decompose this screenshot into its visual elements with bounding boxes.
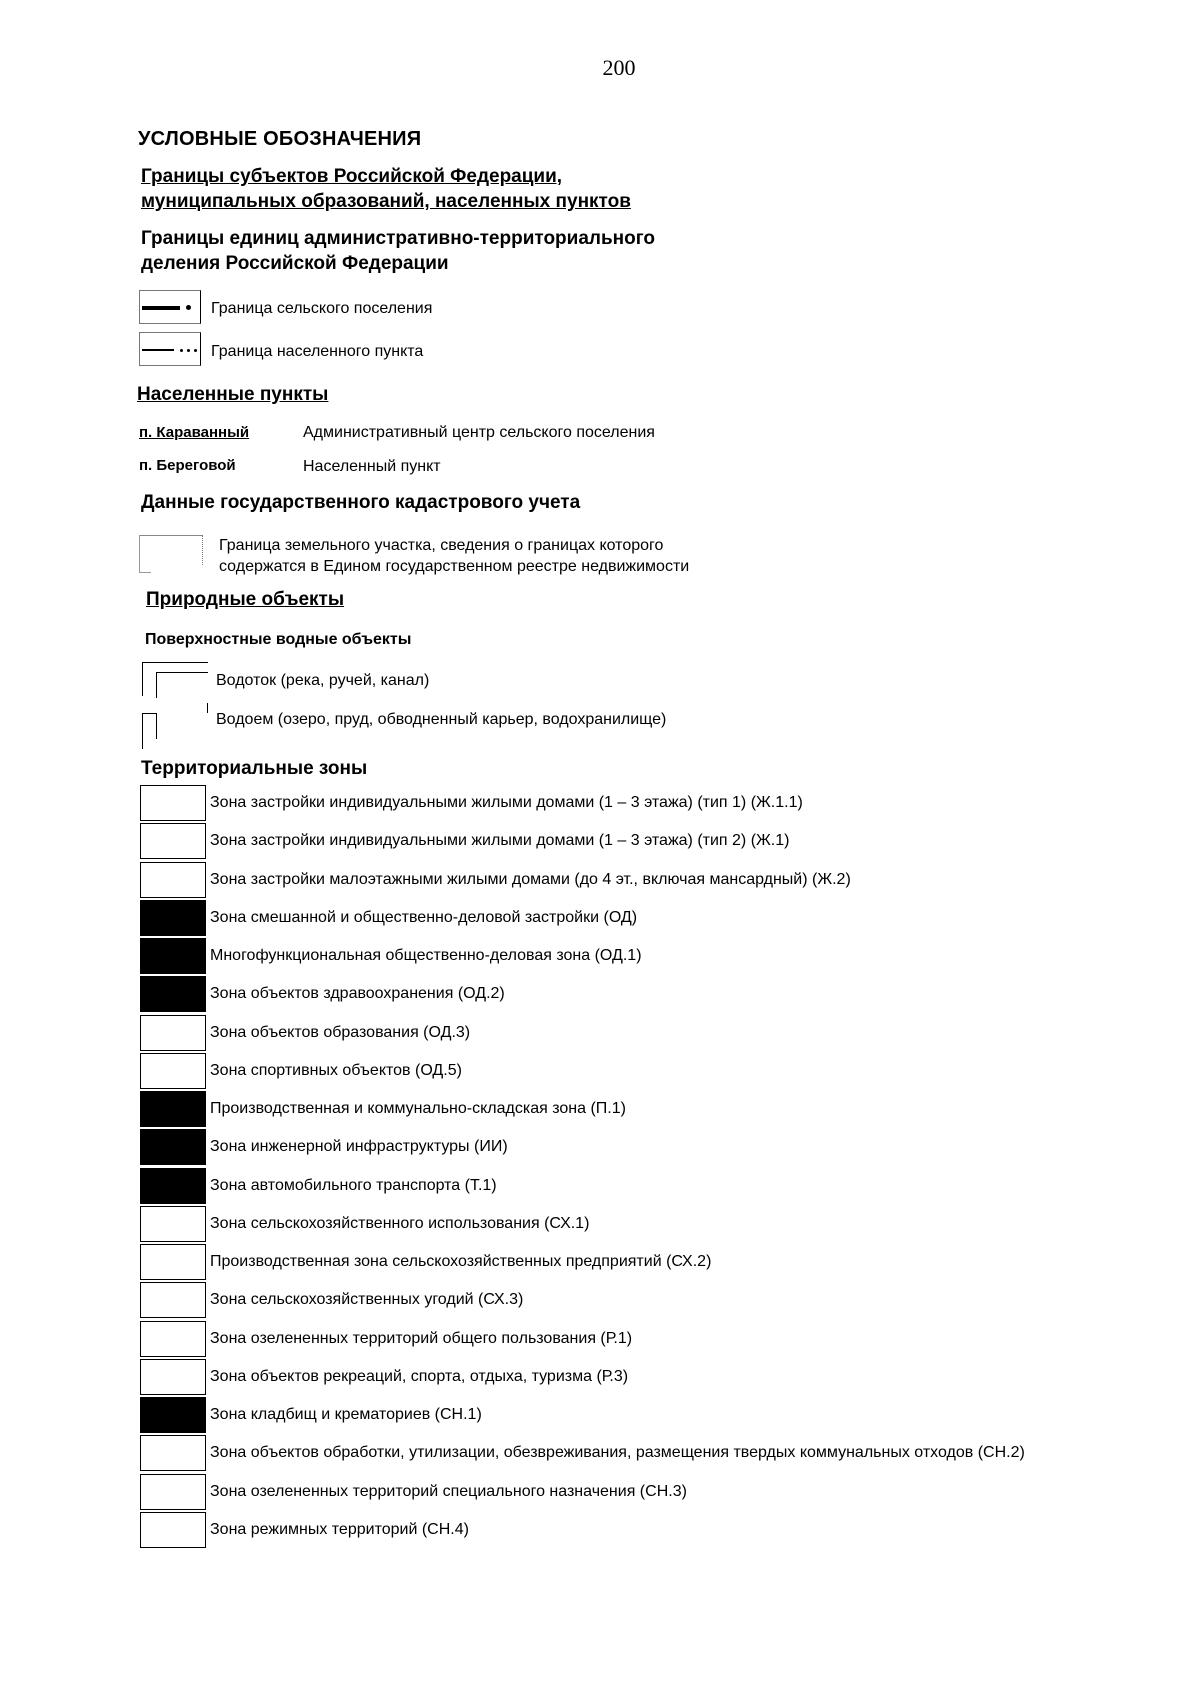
zone-swatch [140,785,206,821]
cadastral-section-title: Данные государственного кадастрового учета [141,492,581,513]
zone-swatch [140,823,206,859]
land-plot-boundary-symbol [139,535,203,573]
zone-label: Зона объектов обработки, утилизации, обезвреживания, размещения твердых коммунальных отходов (СН.2) [210,1444,1025,1462]
zone-swatch [140,862,206,898]
zone-swatch [140,900,206,936]
settlement-boundary-label: Граница населенного пункта [211,343,424,360]
admin-center-sample: п. Караванный [139,424,250,441]
zone-swatch [140,1321,206,1357]
rural-boundary-label: Граница сельского поселения [211,300,433,317]
zone-label: Производственная зона сельскохозяйственных предприятий (СХ.2) [210,1253,712,1270]
zone-swatch [140,1206,206,1242]
land-plot-line1: Граница земельного участка, сведения о границах которого [219,537,664,554]
zone-swatch [140,1474,206,1510]
zone-label: Зона кладбищ и крематориев (СН.1) [210,1406,482,1423]
land-plot-line2: содержатся в Едином государственном реестре недвижимости [219,558,690,575]
rural-boundary-symbol [139,290,201,324]
natural-section-title: Природные объекты [146,589,345,610]
admin-title-line1: Границы единиц административно-территориального [141,228,656,249]
watercourse-symbol [142,662,208,698]
zone-label: Зона инженерной инфраструктуры (ИИ) [210,1138,508,1156]
zone-swatch [140,1053,206,1089]
settlement-boundary-symbol [139,332,201,366]
legend-title: УСЛОВНЫЕ ОБОЗНАЧЕНИЯ [138,128,422,150]
zone-swatch [140,1435,206,1471]
boundaries-title-line1: Границы субъектов Российской Федерации, [141,166,563,187]
zone-swatch [140,1282,206,1318]
zones-section-title: Территориальные зоны [141,758,368,779]
zone-label: Многофункциональная общественно-деловая зона (ОД.1) [210,947,642,964]
zone-label: Зона смешанной и общественно-деловой застройки (ОД) [210,908,638,926]
admin-center-description: Административный центр сельского поселения [303,424,655,441]
land-plot-boundary-label [219,535,689,577]
surface-water-subtitle: Поверхностные водные объекты [145,631,412,648]
zone-swatch [140,1359,206,1395]
zone-label: Зона автомобильного транспорта (Т.1) [210,1176,497,1194]
zone-swatch [140,1512,206,1548]
zone-label: Зона объектов рекреаций, спорта, отдыха, туризма (Р.3) [210,1367,629,1385]
admin-title-line2: деления Российской Федерации [141,253,449,274]
admin-section-title [141,226,655,276]
zone-label: Зона спортивных объектов (ОД.5) [210,1061,462,1079]
zone-swatch [140,1015,206,1051]
zone-label: Зона озелененных территорий общего пользования (Р.1) [210,1329,633,1347]
boundaries-title-line2: муниципальных образований, населенных пунктов [141,191,631,212]
boundaries-section-title [141,164,631,214]
zone-label: Зона сельскохозяйственного использования (СХ.1) [210,1214,590,1232]
zone-swatch [140,938,206,974]
zone-swatch [140,1129,206,1165]
zone-label: Зона застройки индивидуальными жилыми домами (1 – 3 этажа) (тип 2) (Ж.1) [210,832,790,850]
zone-label: Зона сельскохозяйственных угодий (СХ.3) [210,1291,524,1309]
zone-label: Производственная и коммунально-складская зона (П.1) [210,1100,626,1117]
zone-label: Зона озелененных территорий специального назначения (СН.3) [210,1482,687,1500]
zone-swatch [140,1244,206,1280]
zone-swatch [140,1397,206,1433]
zone-label: Зона объектов здравоохранения (ОД.2) [210,985,505,1003]
zone-swatch [140,1091,206,1127]
zone-label: Зона объектов образования (ОД.3) [210,1023,471,1041]
water-body-label: Водоем (озеро, пруд, обводненный карьер, водохранилище) [216,711,667,728]
zone-swatch [140,976,206,1012]
watercourse-label: Водоток (река, ручей, канал) [216,672,430,689]
page-number: 200 [602,55,636,80]
zone-label: Зона застройки индивидуальными жилыми домами (1 – 3 этажа) (тип 1) (Ж.1.1) [210,794,803,811]
settlements-section-title: Населенные пункты [137,384,329,405]
settlement-sample: п. Береговой [139,457,236,474]
zone-label: Зона застройки малоэтажными жилыми домами (до 4 эт., включая мансардный) (Ж.2) [210,870,851,888]
zone-label: Зона режимных территорий (СН.4) [210,1520,469,1538]
zone-swatch [140,1168,206,1204]
settlement-description: Населенный пункт [303,458,441,475]
water-body-symbol [142,703,208,739]
